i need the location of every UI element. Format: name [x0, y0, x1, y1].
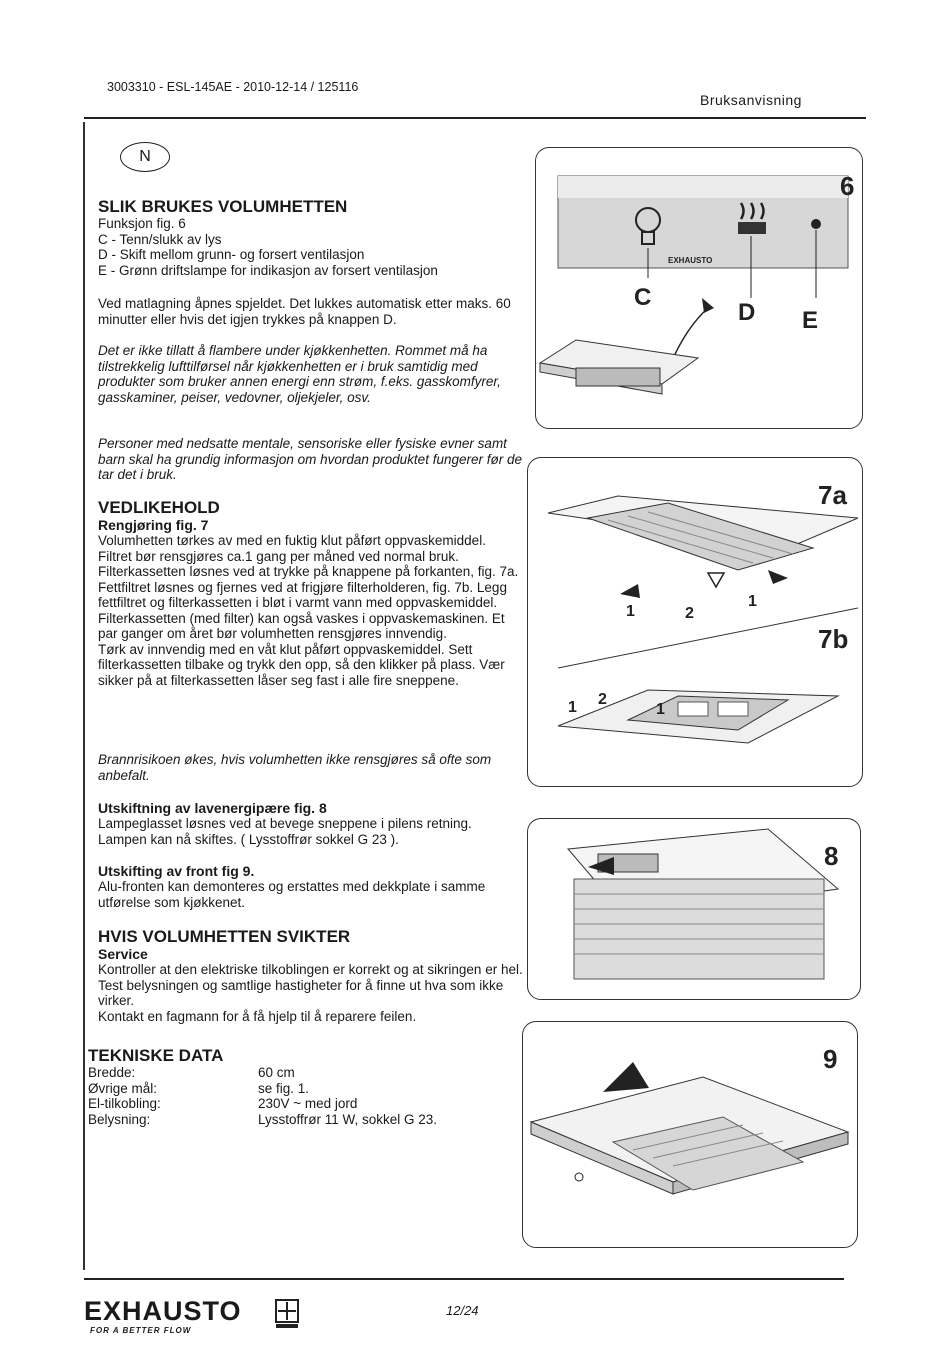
brand-logo-mark-icon [275, 1299, 299, 1329]
figure-7b-number: 7b [818, 624, 849, 654]
tech-row [88, 1096, 513, 1112]
troubleshooting-title: HVIS VOLUMHETTEN SVIKTER [98, 927, 351, 946]
header-divider [84, 117, 866, 119]
figure-9 [522, 1021, 858, 1248]
technical-data-title: TEKNISKE DATA [88, 1046, 224, 1065]
green-indicator-lamp [811, 219, 821, 229]
fig7a-label-1: 1 [626, 603, 635, 620]
figure-8-drawing [528, 819, 860, 999]
lamp-replacement [98, 800, 523, 847]
front-replacement [98, 863, 523, 910]
language-badge-label: N [139, 148, 151, 165]
left-margin-line [83, 122, 85, 1270]
panel-brand-text: EXHAUSTO [668, 256, 713, 265]
tech-value: Lysstoffrør 11 W, sokkel G 23. [258, 1111, 438, 1127]
fig7a-label-1b: 1 [748, 593, 757, 610]
tech-key: Bredde: [88, 1065, 136, 1080]
usage-line: D - Skift mellom grunn- og forsert ventilasjon [98, 247, 365, 262]
troubleshooting-body: Kontroller at den elektriske tilkoblingen er korrekt og at sikringen er hel. Test belysningen og samtlige hastigheter for å finne ut hva som ikke virker. [98, 962, 523, 1008]
usage-title: SLIK BRUKES VOLUMHETTEN [98, 197, 348, 216]
figure-8 [527, 818, 861, 1000]
figure-7-drawing [528, 458, 862, 786]
section-troubleshooting [98, 927, 523, 1024]
tech-value: 60 cm [258, 1065, 295, 1080]
remove-front-arrow [603, 1062, 649, 1092]
section-maintenance [98, 498, 523, 688]
front-body: Alu-fronten kan demonteres og erstattes med dekkplate i samme utførelse som kjøkkenet. [98, 879, 486, 910]
fig7b-label-2: 2 [598, 691, 607, 708]
push-arrow-left [620, 584, 640, 598]
brand-tagline: FOR A BETTER FLOW [90, 1326, 192, 1335]
usage-paragraph: Ved matlagning åpnes spjeldet. Det lukkes automatisk etter maks. 60 minutter eller hvis det igjen trykkes på knappen D. [98, 296, 511, 327]
tech-value: 230V ~ med jord [258, 1096, 358, 1111]
footer-divider [84, 1278, 844, 1280]
tech-value: se fig. 1. [258, 1080, 310, 1096]
usage-warning-flambe: Det er ikke tillatt å flambere under kjøkkenhetten. Rommet må ha tilstrekkelig lufttilførsel når kjøkkenhetten er i bruk samtidig med produkter som bruker annen energi enn strøm, f.eks. gasskomfyrer, gasskaminer, peiser, vedovner, oljekjeler, osv. [98, 343, 501, 405]
fig7a-label-2: 2 [685, 605, 694, 622]
usage-warning-persons: Personer med nedsatte mentale, sensoriske eller fysiske evner samt barn skal ha grundig informasjon om hvordan produktet fungerer før de tar det i bruk. [98, 436, 522, 482]
grease-filter-grid [574, 879, 824, 979]
figure-6-number: 6 [840, 171, 855, 201]
maintenance-body-2: Tørk av innvendig med en våt klut påført oppvaskemiddel. Sett filterkassetten tilbake og trykk den opp, så den klikker på plass. Vær sikker på at filterkassetten låser seg fast i alle fire sneppene. [98, 641, 505, 688]
front-title: Utskifting av front fig 9. [98, 863, 255, 879]
document-type: Bruksanvisning [700, 92, 802, 108]
tech-key: Belysning: [88, 1111, 151, 1127]
down-arrow [708, 573, 724, 587]
label-c: C [634, 284, 652, 311]
panel-highlight [558, 176, 848, 198]
pointer-arrow-head [702, 298, 714, 313]
screw-icon [575, 1173, 583, 1181]
tech-key: El-tilkobling: [88, 1096, 161, 1111]
maintenance-title: VEDLIKEHOLD [98, 498, 220, 517]
tech-row [88, 1065, 513, 1081]
tech-key: Øvrige mål: [88, 1080, 158, 1096]
hood-7a-drawing [548, 496, 858, 570]
section-technical-data [88, 1046, 513, 1127]
usage-line: E - Grønn driftslampe for indikasjon av forsert ventilasjon [98, 262, 438, 278]
maintenance-subtitle: Rengjøring fig. 7 [98, 517, 209, 533]
fire-risk-warning: Brannrisikoen økes, hvis volumhetten ikke rensgjøres så ofte som anbefalt. [98, 752, 492, 783]
lamp-title: Utskiftning av lavenergipære fig. 8 [98, 800, 327, 816]
figure-7a-number: 7a [818, 480, 847, 510]
page-number: 12/24 [446, 1303, 479, 1318]
push-arrow-right [768, 570, 788, 584]
figure-8-number: 8 [824, 841, 839, 871]
fig7b-label-1: 1 [568, 699, 577, 716]
fig7-divider [558, 608, 858, 668]
figure-9-number: 9 [823, 1044, 838, 1074]
lamp-body: Lampeglasset løsnes ved at bevege sneppene i pilens retning. Lampen kan nå skiftes. ( Lysstoffrør sokkel G 23 ). [98, 816, 472, 847]
fig7b-label-1b: 1 [656, 701, 665, 718]
section-usage [98, 197, 523, 278]
steam-icon [738, 203, 766, 234]
maintenance-body: Volumhetten tørkes av med en fuktig klut påført oppvaskemiddel. Filtret bør rensgjøres ca.1 gang per måned ved normal bruk. Filterkassetten løsnes ved at trykke på knappene på forkanten, fig. 7a. Fettfiltret løsnes og fjernes ved at frigjøre filterholderen, fig. 7b. Legg fettfiltret og filterkassetten i bløt i varmt vann med oppvaskemiddel. Filterkassetten (med filter) kan også vaskes i oppvaskemaskinen. Et par ganger om året bør volumhetten rensgjøres innvendig. [98, 533, 519, 641]
tech-row [88, 1081, 513, 1097]
service-subtitle: Service [98, 946, 148, 962]
label-e: E [802, 307, 819, 334]
figure-7 [527, 457, 863, 787]
figure-9-drawing [523, 1022, 857, 1247]
tech-row [88, 1112, 513, 1128]
figure-6-drawing [536, 148, 862, 428]
hood-drawing [540, 340, 698, 394]
figure-6 [535, 147, 863, 429]
troubleshooting-body-2: Kontakt en fagmann for å få hjelp til å reparere feilen. [98, 1008, 417, 1024]
brand-logo: EXHAUSTO [84, 1296, 242, 1326]
usage-line: Funksjon fig. 6 [98, 216, 186, 231]
usage-line: C - Tenn/slukk av lys [98, 231, 222, 247]
document-reference: 3003310 - ESL-145AE - 2010-12-14 / 125116 [107, 80, 359, 94]
language-badge [120, 142, 170, 172]
label-d: D [738, 299, 756, 326]
